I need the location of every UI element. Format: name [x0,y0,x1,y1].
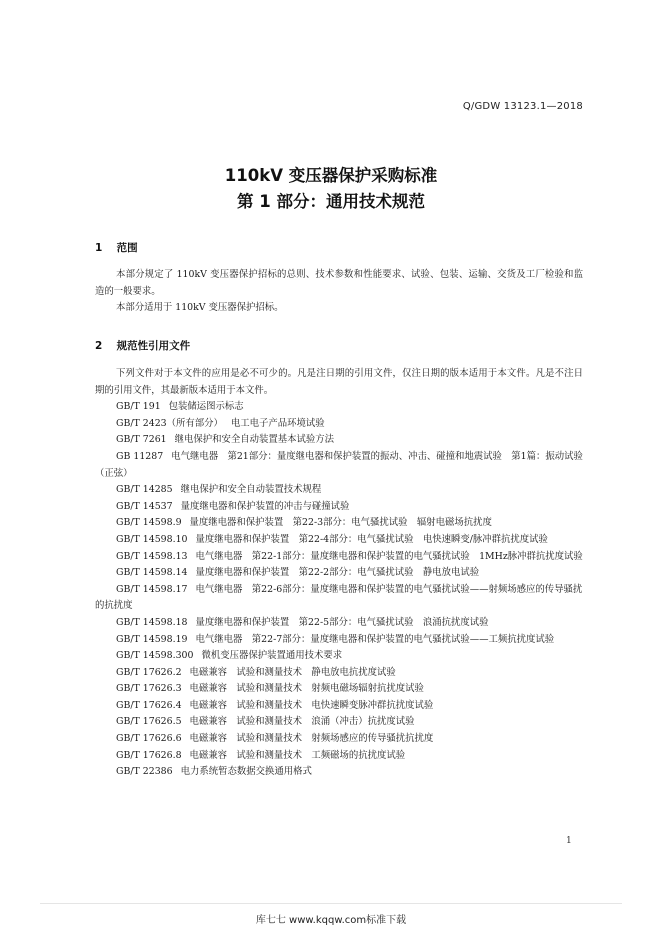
section-title: 规范性引用文件 [116,340,191,352]
reference-title: 量度继电器和保护装置的冲击与碰撞试验 [180,500,350,512]
reference-code: GB/T 17626.3 [116,683,182,695]
document-title: 110kV 变压器保护采购标准 [224,166,438,185]
reference-item [95,698,583,715]
reference-code: GB/T 14537 [116,500,173,512]
reference-item [95,748,583,765]
reference-code: GB/T 14598.19 [116,633,188,645]
reference-item [95,432,583,449]
reference-item [95,515,583,532]
reference-title: 电气继电器 第22-1部分：量度继电器和保护装置的电气骚扰试验 1MHz脉冲群抗扰度试验 [195,550,583,562]
reference-item [95,681,583,698]
reference-code: GB/T 17626.2 [116,666,182,678]
reference-title: 电磁兼容 试验和测量技术 射频电磁场辐射抗扰度试验 [189,683,424,695]
paragraph: 本部分规定了 110kV 变压器保护招标的总则、技术参数和性能要求、试验、包装、运输、交货及工厂检验和监造的一般要求。 [95,269,583,297]
reference-code: GB/T 14598.300 [116,650,194,662]
paragraph: 下列文件对于本文件的应用是必不可少的。凡是注日期的引用文件，仅注日期的版本适用于本文件。凡是不注日期的引用文件，其最新版本适用于本文件。 [95,368,583,396]
reference-code: GB/T 14598.18 [116,616,188,628]
reference-item [95,449,583,482]
section-title: 范围 [116,242,138,254]
scope-body [95,267,583,317]
reference-item [95,764,583,781]
reference-item [95,582,583,615]
references-body [95,366,583,781]
reference-item [95,714,583,731]
reference-item [95,549,583,566]
reference-title: 量度继电器和保护装置 第22-2部分：电气骚扰试验 静电放电试验 [195,567,480,579]
reference-item [95,632,583,649]
reference-code: GB/T 2423（所有部分） [116,417,223,429]
reference-title: 电磁兼容 试验和测量技术 电快速瞬变脉冲群抗扰度试验 [189,699,434,711]
reference-item [95,532,583,549]
reference-code: GB/T 17626.6 [116,733,182,745]
reference-item [95,665,583,682]
reference-item [95,399,583,416]
section-heading-scope [95,240,138,255]
footer-divider [40,903,622,904]
reference-code: GB/T 14598.13 [116,550,188,562]
document-subtitle: 第 1 部分：通用技术规范 [237,192,425,211]
reference-item [95,482,583,499]
reference-title: 电磁兼容 试验和测量技术 静电放电抗扰度试验 [189,666,396,678]
reference-title: 量度继电器和保护装置 第22-5部分：电气骚扰试验 浪涌抗扰度试验 [195,616,489,628]
reference-item [95,565,583,582]
reference-item [95,731,583,748]
reference-title: 量度继电器和保护装置 第22-3部分：电气骚扰试验 辐射电磁场抗扰度 [189,517,492,529]
footer-watermark: 库七七 www.kqqw.com标准下载 [255,915,407,926]
reference-item [95,416,583,433]
reference-title: 包装储运图示标志 [168,401,244,413]
reference-code: GB/T 14598.9 [116,517,182,529]
reference-item [95,615,583,632]
reference-code: GB/T 17626.5 [116,716,182,728]
section-heading-normative-references [95,338,190,353]
reference-title: 电磁兼容 试验和测量技术 浪涌（冲击）抗扰度试验 [189,716,415,728]
reference-code: GB/T 14285 [116,484,173,496]
reference-title: 电气继电器 第22-6部分：量度继电器和保护装置的电气骚扰试验——射频场感应的传导骚扰的抗扰度 [95,583,583,612]
reference-title: 电工电子产品环境试验 [230,417,325,429]
paragraph: 本部分适用于 110kV 变压器保护招标。 [116,302,284,314]
reference-code: GB/T 14598.14 [116,567,188,579]
reference-code: GB/T 17626.8 [116,749,182,761]
page-number: 1 [566,836,572,846]
reference-code: GB/T 7261 [116,434,167,446]
reference-title: 电力系统暂态数据交换通用格式 [180,766,312,778]
reference-title: 电磁兼容 试验和测量技术 射频场感应的传导骚扰抗扰度 [189,733,434,745]
reference-code: GB/T 22386 [116,766,173,778]
reference-title: 电磁兼容 试验和测量技术 工频磁场的抗扰度试验 [189,749,406,761]
reference-item [95,499,583,516]
section-number: 1 [95,242,103,254]
reference-title: 继电保护和安全自动装置基本试验方法 [174,434,335,446]
reference-title: 电气继电器 第21部分：量度继电器和保护装置的振动、冲击、碰撞和地震试验 第1篇：振动试验（正弦） [95,450,583,479]
reference-code: GB/T 14598.17 [116,583,188,595]
reference-code: GB/T 17626.4 [116,699,182,711]
reference-title: 电气继电器 第22-7部分：量度继电器和保护装置的电气骚扰试验——工频抗扰度试验 [195,633,555,645]
section-number: 2 [95,340,103,352]
reference-code: GB/T 14598.10 [116,533,188,545]
reference-item [95,648,583,665]
reference-title: 量度继电器和保护装置 第22-4部分：电气骚扰试验 电快速瞬变/脉冲群抗扰度试验 [195,533,548,545]
reference-code: GB/T 191 [116,401,161,413]
document-number: Q/GDW 13123.1—2018 [462,101,583,112]
reference-title: 继电保护和安全自动装置技术规程 [180,484,322,496]
reference-code: GB 11287 [116,450,164,462]
reference-list [95,399,583,781]
reference-title: 微机变压器保护装置通用技术要求 [201,650,343,662]
